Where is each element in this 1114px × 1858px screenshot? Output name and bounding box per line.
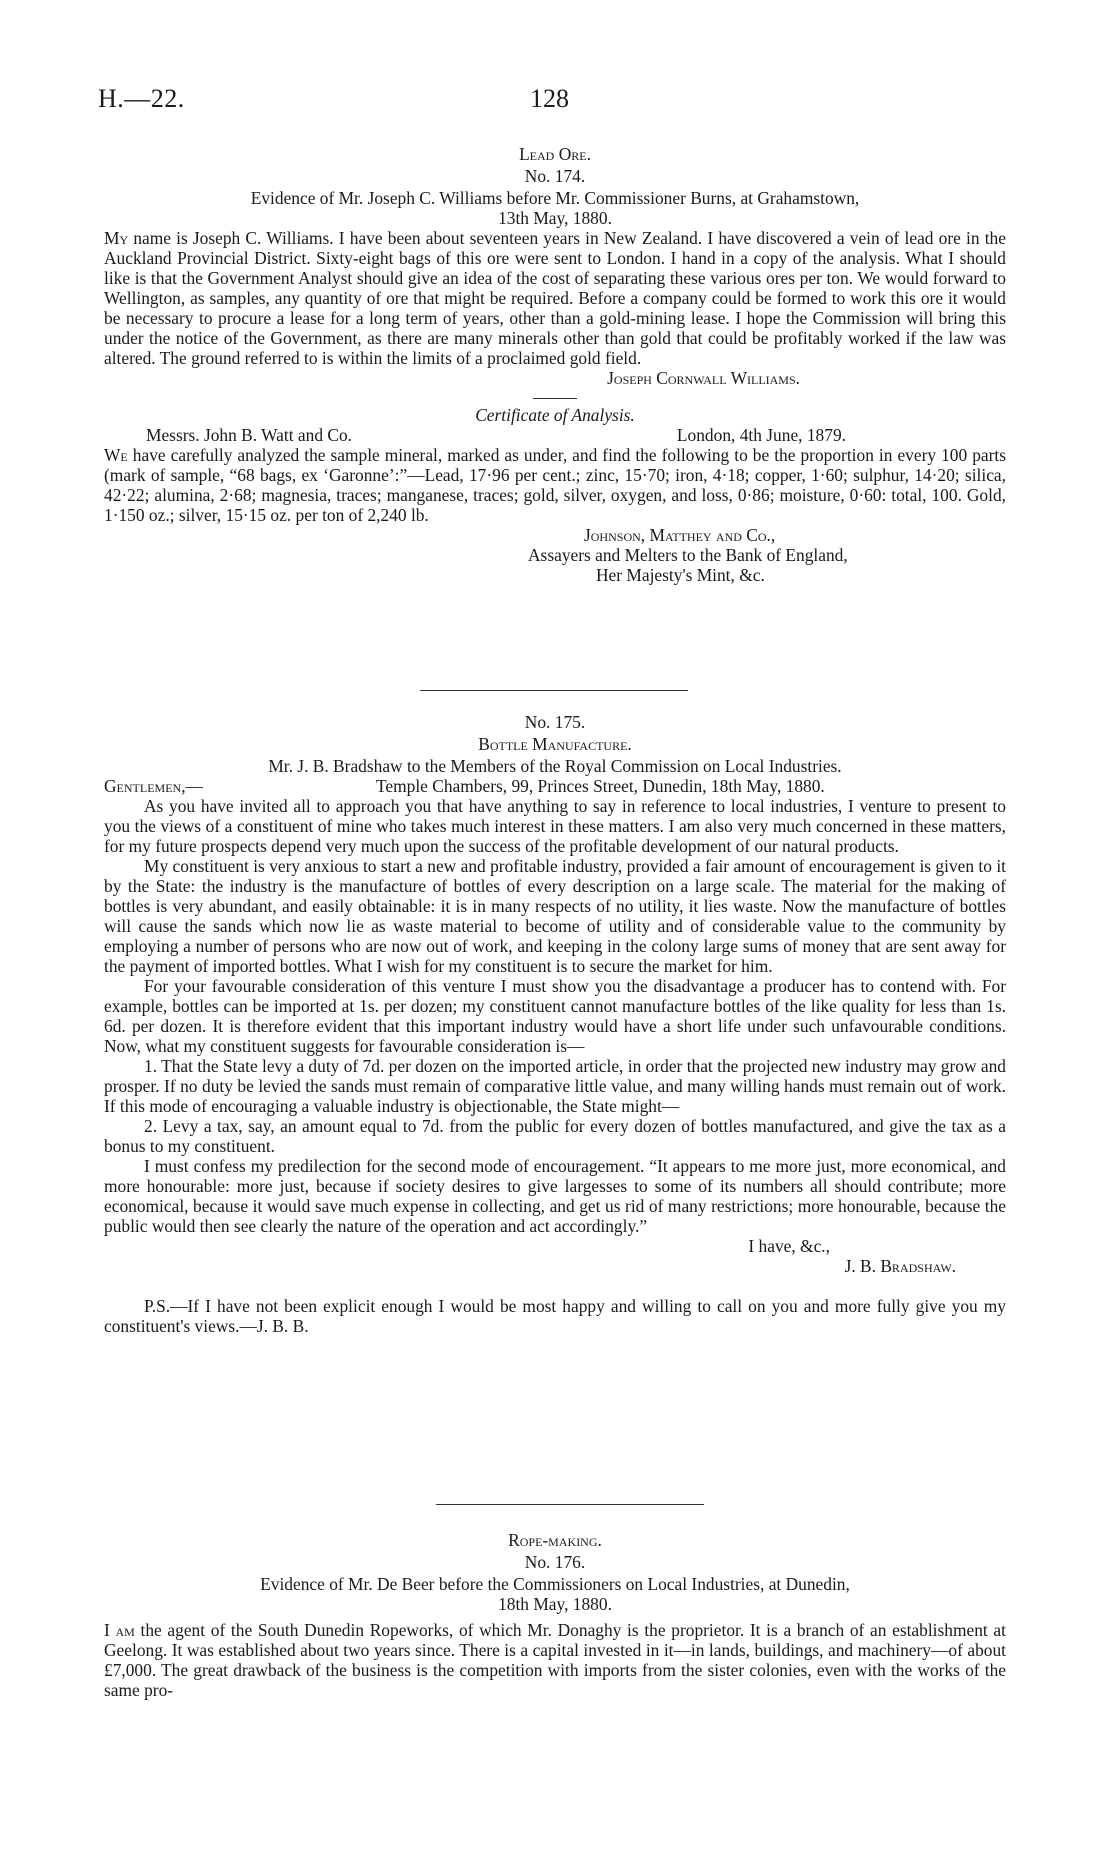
certificate-text: have carefully analyzed the sample mineral, marked as under, and find the following to be the proportion in every 100 parts (mark of sample, “68 bags, ex ‘Garonne’:”—Lead, 17·96 per cent.; zinc, 15·70; iron, 4·18; copper, 1·60; sulphur, 14·20; silica, 42·22; alumina, 2·68; magnesia, traces; manganese, traces; gold, silver, oxygen, and loss, 0·86; moisture, 0·60: total, 100. Gold, 1·150 oz.; silver, 15·15 oz. per ton of 2,240 lb.: [104, 445, 1006, 525]
section-divider-2: [436, 1504, 704, 1505]
certificate-heading: Certificate of Analysis.: [475, 405, 635, 425]
evidence-title-line2: 13th May, 1880.: [498, 208, 612, 228]
rope-section: [104, 1530, 1006, 1700]
letter-closing: I have, &c.,: [748, 1236, 830, 1256]
rope-lead-word: I am: [104, 1620, 135, 1640]
section-divider: [420, 690, 688, 691]
letter-paragraph-2: My constituent is very anxious to start a new and profitable industry, provided a fair amount of encouragement is given to it by the State: the industry is the manufacture of bottles of every description on a large scale. The material for the making of bottles is very abundant, and easily obtainable: it is in many respects of no utility, it lies waste. Now the manufacture of bottles will cause the sands which now lie as waste material to become of utility and of considerable value to the community by employing a number of persons who are now out of work, and keeping in the colony large sums of money that are sent away for the payment of imported bottles. What I wish for my constituent is to secure the market for him.: [104, 856, 1006, 976]
letter-title: Mr. J. B. Bradshaw to the Members of the Royal Commission on Local Industries.: [268, 756, 842, 776]
section-heading-bottle: Bottle Manufacture.: [478, 734, 632, 754]
letter-address: Temple Chambers, 99, Princes Street, Dunedin, 18th May, 1880.: [376, 776, 825, 796]
salutation: Gentlemen,—: [104, 776, 203, 796]
letter-signature: J. B. Bradshaw.: [844, 1256, 956, 1276]
body-text: name is Joseph C. Williams. I have been about seventeen years in New Zealand. I have discovered a vein of lead ore in the Auckland Provincial District. Sixty-eight bags of this ore were sent to London. I hand in a copy of the analysis. What I should like is that the Government Analyst should give an idea of the cost of separating these various ores per ton. We would forward to Wellington, as samples, any quantity of ore that might be required. Before a company could be formed to work this ore it would be necessary to procure a lease for a long term of years, other than a gold-mining lease. I hope the Commission will bring this under the notice of the Government, as there are many minerals other than gold that could be profitably worked if the law was altered. The ground referred to is within the limits of a proclaimed gold field.: [104, 228, 1006, 368]
rope-body-text: the agent of the South Dunedin Ropeworks, of which Mr. Donaghy is the proprietor. It is a branch of an establishment at Geelong. It was established about two years since. There is a capital invested in it—in lands, buildings, and machinery—of about £7,000. The great drawback of the business is the competition with imports from the sister colonies, even with the works of the same pro-: [104, 1620, 1006, 1700]
rope-body: [104, 1620, 1006, 1700]
rope-title-line2: 18th May, 1880.: [498, 1594, 612, 1614]
certificate-body: [104, 445, 1006, 525]
assayer-role-2: Her Majesty's Mint, &c.: [596, 565, 765, 585]
letter-paragraph-3: For your favourable consideration of this venture I must show you the disadvantage a producer has to contend with. For example, bottles can be imported at 1s. per dozen; my constituent cannot manufacture bottles of the like quality for less than 1s. 6d. per dozen. It is therefore evident that this important industry would have a short life under such unfavourable conditions. Now, what my constituent suggests for favourable consideration is—: [104, 976, 1006, 1056]
certificate-date: London, 4th June, 1879.: [676, 425, 846, 445]
certificate-signature: [528, 525, 1006, 585]
letter-paragraph-6: I must confess my predilection for the second mode of encouragement. “It appears to me more just, more economical, and more honourable: more just, because if society desires to give largesses to some of its numbers all should contribute; more economical, because it would save much expense in collecting, and get us rid of many restrictions; more honourable, because the public would then see clearly the nature of the operation and act accordingly.”: [104, 1156, 1006, 1236]
bottle-section: [104, 712, 1006, 1336]
letter-paragraph-4: 1. That the State levy a duty of 7d. per dozen on the imported article, in order that the projected new industry may grow and prosper. If no duty be levied the sands must remain of comparative little value, and many willing hands must remain out of work. If this mode of encouraging a valuable industry is objectionable, the State might—: [104, 1056, 1006, 1116]
letter-postscript: P.S.—If I have not been explicit enough I would be most happy and willing to call on you and more fully give you my constituent's views.—J. B. B.: [104, 1296, 1006, 1336]
letter-paragraph-5: 2. Levy a tax, say, an amount equal to 7d. from the public for every dozen of bottles manufactured, and give the tax as a bonus to my constituent.: [104, 1116, 1006, 1156]
lead-ore-section: [104, 144, 1006, 585]
section-heading-rope: Rope-making.: [508, 1530, 602, 1550]
short-divider: [533, 398, 577, 399]
report-code: H.—22.: [98, 84, 185, 113]
page-number: 128: [530, 84, 569, 113]
body-lead-word: My: [104, 228, 129, 248]
letter-paragraph-1: As you have invited all to approach you that have anything to say in reference to local industries, I venture to present to you the views of a constituent of mine who takes much interest in these matters. I am also very much concerned in these matters, for my future prospects depend very much upon the success of the profitable development of our natural products.: [104, 796, 1006, 856]
certificate-lead-word: We: [104, 445, 128, 465]
evidence-title-line1: Evidence of Mr. Joseph C. Williams before Mr. Commissioner Burns, at Grahamstown,: [250, 188, 860, 208]
rope-title-line1: Evidence of Mr. De Beer before the Commissioners on Local Industries, at Dunedin,: [260, 1574, 850, 1594]
assayer-name: Johnson, Matthey and Co.,: [584, 525, 776, 545]
certificate-addressee: Messrs. John B. Watt and Co.: [146, 425, 353, 445]
item-number-174: No. 174.: [524, 166, 586, 186]
item-number-175: No. 175.: [524, 712, 586, 732]
evidence-body: [104, 228, 1006, 368]
assayer-role: Assayers and Melters to the Bank of England,: [528, 545, 848, 565]
item-number-176: No. 176.: [524, 1552, 586, 1572]
certificate-address-row: [104, 425, 1006, 445]
section-heading-lead-ore: Lead Ore.: [519, 144, 591, 164]
evidence-signature: Joseph Cornwall Williams.: [607, 368, 800, 388]
letter-header-row: [104, 776, 1006, 796]
